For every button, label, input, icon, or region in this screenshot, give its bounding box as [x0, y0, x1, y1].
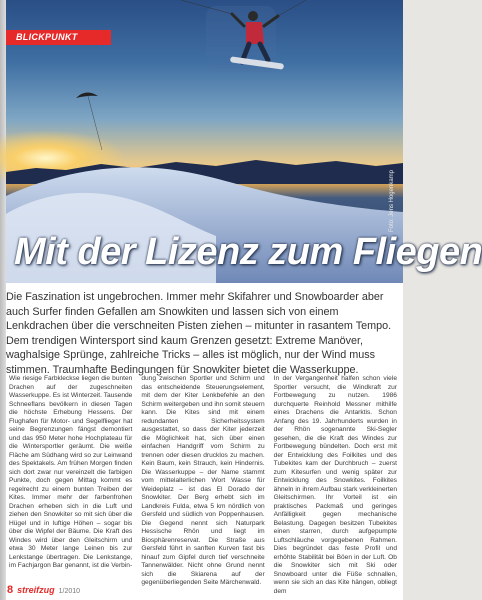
section-tag: BLICKPUNKT: [6, 30, 111, 45]
jumping-kiter-icon: [181, 0, 306, 72]
photo-credit: Foto: Jens Hogenkamp: [389, 170, 395, 233]
issue-number: 1/2010: [58, 588, 81, 595]
magazine-name: streifzug: [17, 585, 55, 595]
page-number: 8: [7, 584, 14, 596]
page-footer: [7, 584, 80, 596]
body-column-3: In der Vergangenheit halfen schon viele Sportler versucht, die Windkraft zur Fortbewegung zu nutzen. 1986 durchquerte Reinhold Messner mithilfe eines Drachens die Antarktis. Schon Anfang des 19. Jahrhunderts wurden in der Rhön sogenannte Ski-Segler gesehen, die die Kraft des Windes zur Fortbewegung bündelten. Doch erst mit der Entwicklung des Foilkites und des Tubekites kam der Durchbruch – zuerst zum Kitesurfen und wenig später zur Entwicklung des Snowkites. Foilkites ähneln in ihrem Aufbau stark verkleinerten Gleitschirmen. Ihr Vorteil ist ein praktisches Packmaß und geringes Anfälligkeit gegen mechanische Belastung. Dagegen besitzen Tubekites einen starren, durch aufgepumpte Luftschläuche vorgegebenen Rahmen. Dies begründet das feste Profil und erhöhte Stabilität bei Böen in der Luft. Ob die Snowkiter sich mit Ski oder Snowboard unter die Füße schnallen, wenn sie sich an das Kite hängen, obliegt dem: [273, 375, 397, 595]
body-column-1: Wie riesige Farbkleckse liegen die bunten Drachen auf der zugeschneiten Wasserkuppe. Es ist Winterzeit. Tausende Schneeflans bevölkern in diesen Tagen die höchste Erhebung Hessens. Der Flughafen für Motor- und Segelflieger hat seine Begrenzungen fängst demontiert und das 950 Meter hohe Hochplateau für die Wintersportler geräumt. Die weiße Fläche am Südhang wird so zur Leinwand des Spektakels. Am frühen Morgen finden sich dort zwar nur vereinzelt die farbigen Punkte, doch gegen Mittag kommt es regelrecht zu einem bunten Treiben der Kites. Immer mehr der farbenfrohen Drachen erheben sich in die Luft und ziehen den Snowkiter so mit sich über die Hügel und in luftige Höhen – sogar bis über die Wipfel der Bäume. Die Kraft des Windes wird über den Gleitschirm und etwa 30 Meter lange Leinen bis zur Lenkstange übertragen. Die Lenkstange, im Fachjargon Bar genannt, ist die Verbin-: [9, 375, 133, 569]
body-column-2: dung zwischen Sportler und Schirm und das entscheidende Steuerungselement, mit dem der Kiter Lenkbefehle an den Schirm weitergeben und ihn somit steuern kann. Die Kites sind mit einem redundanten Sicherheitssystem ausgestattet, so dass der Kiter jederzeit die Möglichkeit hat, sich über einen einfachen Handgriff vom Schirm zu trennen oder diesen drucklos zu machen. Kein Baum, kein Strauch, kein Hindernis. Die Wasserkuppe – der Name stammt vom mittelalterlichen Wort Wasse für Weideplatz – ist das El Dorado der Snowkiter. Der Berg erhebt sich im Landkreis Fulda, etwa 5 km nördlich von Gersfeld und südlich von Poppenhausen. Die Gegend nennt sich Naturpark Hessische Rhön und liegt im Biosphärenreservat. Die Straße aus Gersfeld führt in sanften Kurven fast bis hinauf zum Gipfel durch tief verschneite Tannenwälder. Nicht ohne Grund nennt sich die Skiarena auf der gegenüberliegenden Seite Märchenwald.: [141, 375, 265, 586]
distant-kite-icon: [76, 92, 98, 98]
article-lead: Die Faszination ist ungebrochen. Immer mehr Skifahrer und Snowboarder aber auch Surfer finden Gefallen am Snowkiten und lassen sich von einem Lenkdrachen über die verschneiten Pisten ziehen – mitunter in rasantem Tempo. Dem trendigen Wintersport sind kaum Grenzen gesetzt: Extreme Manöver, waghalsige Sprünge, zahlreiche Tricks – alles ist möglich, nur der Wind muss stimmen. Traumhafte Bedingungen für Snowkiter bietet die Wasserkuppe.: [6, 291, 392, 376]
article-headline: Mit der Lizenz zum Fliegen: [14, 231, 482, 273]
